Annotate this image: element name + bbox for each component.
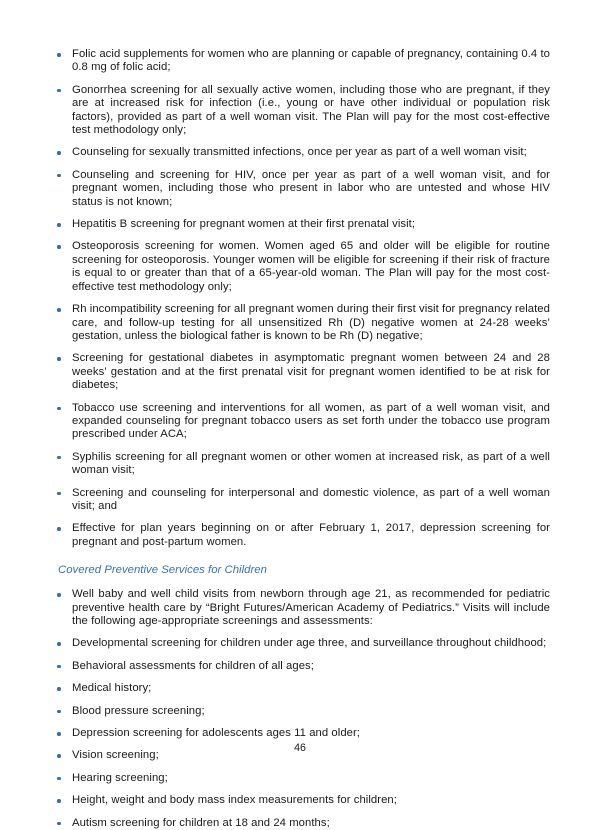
section-heading-children: Covered Preventive Services for Children: [58, 564, 267, 577]
list-item: Hepatitis B screening for pregnant women at their first prenatal visit;: [50, 218, 550, 231]
list-item: Blood pressure screening;: [50, 705, 550, 718]
list-item: Vision screening;: [50, 749, 550, 762]
list-item: Developmental screening for children under age three, and surveillance throughout childhood;: [50, 637, 550, 650]
list-item: Counseling and screening for HIV, once per year as part of a well woman visit, and for pregnant women, including those who present in labor who are untested and whose HIV status is not known;: [50, 169, 550, 209]
list-item: Folic acid supplements for women who are planning or capable of pregnancy, containing 0.4 to 0.8 mg of folic acid;: [50, 48, 550, 75]
list-item: Height, weight and body mass index measurements for children;: [50, 794, 550, 807]
list-item: Syphilis screening for all pregnant women or other women at increased risk, as part of a well woman visit;: [50, 451, 550, 478]
list-item: Gonorrhea screening for all sexually active women, including those who are pregnant, if they are at increased risk for infection (i.e., young or have other individual or population risk factors), provided as part of a well woman visit. The Plan will pay for the most cost-effective test methodology only;: [50, 84, 550, 138]
list-item: Depression screening for adolescents ages 11 and older;: [50, 727, 550, 740]
list-item: Rh incompatibility screening for all pregnant women during their first visit for pregnancy related care, and follow-up testing for all unsensitized Rh (D) negative women at 24-28 weeks’ gestation, unless the biological father is known to be Rh (D) negative;: [50, 303, 550, 343]
list-item: Counseling for sexually transmitted infections, once per year as part of a well woman visit;: [50, 146, 550, 159]
list-item: Screening and counseling for interpersonal and domestic violence, as part of a well woman visit; and: [50, 487, 550, 514]
page-content: [50, 48, 550, 830]
list-item: Well baby and well child visits from newborn through age 21, as recommended for pediatric preventive health care by “Bright Futures/American Academy of Pediatrics.” Visits will include the following age-appropriate screenings and assessments:: [50, 588, 550, 628]
women-services-list: [50, 48, 550, 549]
children-services-list: [50, 588, 550, 830]
list-item: Behavioral assessments for children of all ages;: [50, 660, 550, 673]
list-item: Tobacco use screening and interventions for all women, as part of a well woman visit, and expanded counseling for pregnant tobacco users as set forth under the tobacco use program prescribed under ACA;: [50, 402, 550, 442]
page-number: 46: [294, 742, 306, 754]
list-item: Screening for gestational diabetes in asymptomatic pregnant women between 24 and 28 weeks’ gestation and at the first prenatal visit for pregnant women identified to be at risk for diabetes;: [50, 352, 550, 392]
list-item: Osteoporosis screening for women. Women aged 65 and older will be eligible for routine screening for osteoporosis. Younger women will be eligible for screening if their risk of fracture is equal to or greater than that of a 65-year-old woman. The Plan will pay for the most cost-effective test methodology only;: [50, 240, 550, 294]
list-item: Autism screening for children at 18 and 24 months;: [50, 817, 550, 830]
list-item: Effective for plan years beginning on or after February 1, 2017, depression screening for pregnant and post-partum women.: [50, 522, 550, 549]
list-item: Medical history;: [50, 682, 550, 695]
list-item: Hearing screening;: [50, 772, 550, 785]
